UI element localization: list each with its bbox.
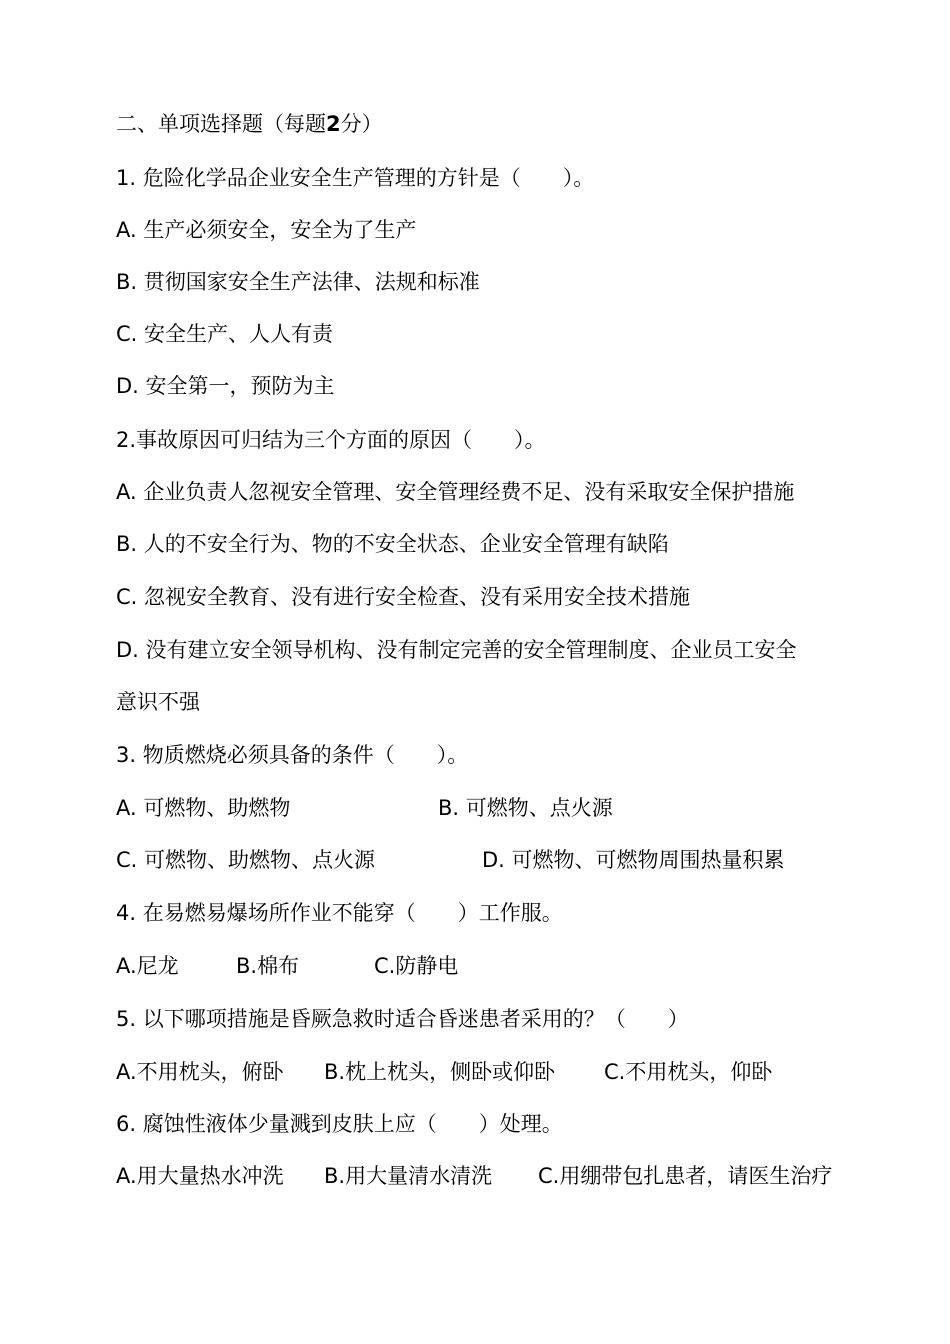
question-5-option-c: C.不用枕头，仰卧 (604, 1060, 773, 1084)
question-5-option-b: B.枕上枕头，侧卧或仰卧 (324, 1060, 556, 1084)
question-3-option-c: C. 可燃物、助燃物、点火源 (116, 848, 376, 872)
section-title-end: 分） (340, 112, 383, 136)
section-title: 二、单项选择题（每题 (116, 112, 326, 136)
question-2-option-d-continued: 意识不强 (116, 690, 200, 714)
question-6-stem: 6. 腐蚀性液体少量溅到皮肤上应（ ）处理。 (116, 1112, 563, 1136)
question-2-option-d: D. 没有建立安全领导机构、没有制定完善的安全管理制度、企业员工安全 (116, 638, 797, 662)
question-1-option-c: C. 安全生产、人人有责 (116, 322, 334, 346)
question-3-option-b: B. 可燃物、点火源 (438, 796, 613, 820)
question-4-options (116, 940, 906, 992)
question-1-option-a: A. 生产必须安全，安全为了生产 (116, 218, 417, 242)
question-4-option-c: C.防静电 (374, 954, 459, 978)
question-2-option-c: C. 忽视安全教育、没有进行安全检查、没有采用安全技术措施 (116, 585, 691, 609)
question-3-option-d: D. 可燃物、可燃物周围热量积累 (482, 848, 785, 872)
question-1-option-d: D. 安全第一，预防为主 (116, 374, 335, 398)
question-2-option-b: B. 人的不安全行为、物的不安全状态、企业安全管理有缺陷 (116, 532, 669, 556)
question-3-stem: 3. 物质燃烧必须具备的条件（ ）。 (116, 743, 469, 767)
question-4-option-b: B.棉布 (236, 954, 300, 978)
question-2-option-a: A. 企业负责人忽视安全管理、安全管理经费不足、没有采取安全保护措施 (116, 480, 795, 504)
question-4-stem: 4. 在易燃易爆场所作业不能穿（ ）工作服。 (116, 901, 563, 925)
question-3-options-row-2 (116, 834, 906, 886)
question-5-stem: 5. 以下哪项措施是昏厥急救时适合昏迷患者采用的？（ ） (116, 1007, 689, 1031)
question-2-stem: 2.事故原因可归结为三个方面的原因（ ）。 (116, 428, 546, 452)
question-6-option-c: C.用绷带包扎患者，请医生治疗 (538, 1164, 833, 1188)
question-3-option-a: A. 可燃物、助燃物 (116, 796, 291, 820)
question-1-option-b: B. 贯彻国家安全生产法律、法规和标准 (116, 270, 480, 294)
question-6-option-a: A.用大量热水冲洗 (116, 1164, 284, 1188)
question-4-option-a: A.尼龙 (116, 954, 179, 978)
question-6-options (116, 1150, 906, 1202)
question-5-option-a: A.不用枕头，俯卧 (116, 1060, 284, 1084)
section-heading (116, 98, 906, 150)
question-3-options-row-1 (116, 782, 906, 834)
question-5-options (116, 1046, 906, 1098)
question-1-stem: 1. 危险化学品企业安全生产管理的方针是（ ）。 (116, 166, 595, 190)
section-points: 2 (326, 112, 341, 136)
question-6-option-b: B.用大量清水清洗 (324, 1164, 493, 1188)
